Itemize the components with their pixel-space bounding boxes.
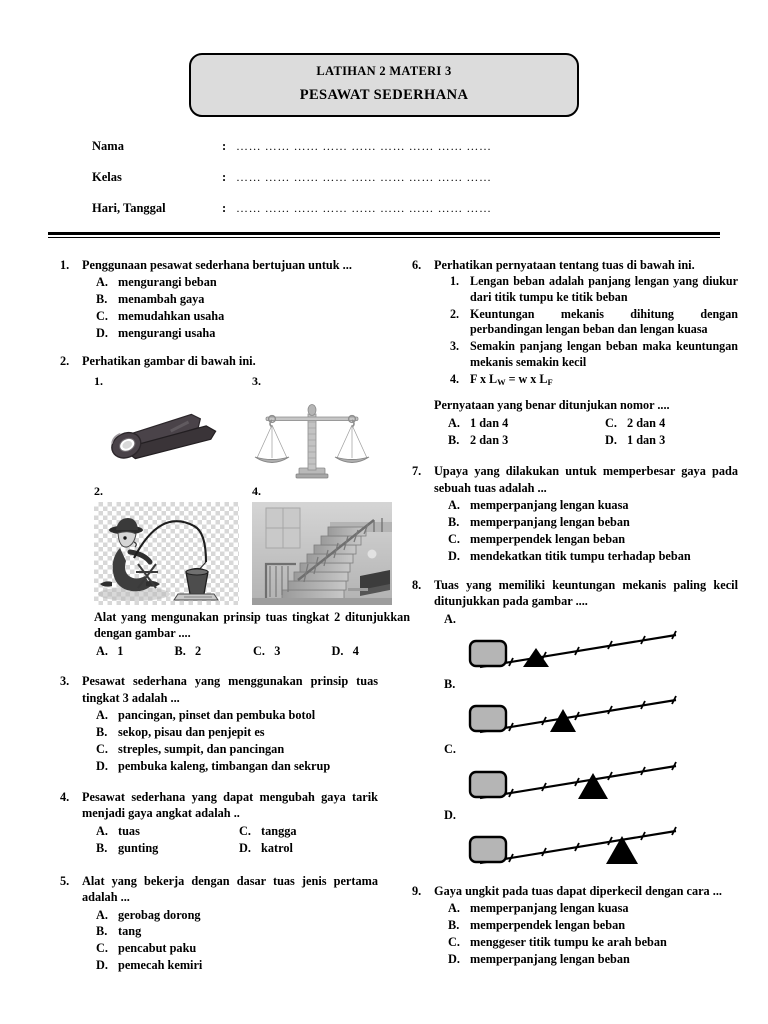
option-key: A. — [96, 907, 108, 922]
formula-part-1: F x L — [470, 371, 498, 386]
option-label: tangga — [261, 824, 297, 839]
question-9-number: 9. — [412, 883, 422, 898]
option-key: A. — [448, 901, 460, 916]
question-2-figures — [82, 372, 410, 605]
option-label: pancingan, pinset dan pembuka botol — [118, 707, 316, 722]
field-colon-nama: : — [222, 139, 227, 153]
question-8-number: 8. — [412, 577, 422, 592]
option-key: D. — [448, 548, 460, 563]
option-key: A. — [96, 707, 108, 722]
option-label: pemecah kemiri — [118, 958, 203, 973]
option-label: pembuka kaleng, timbangan dan sekrup — [118, 758, 331, 773]
option-key: C. — [448, 935, 460, 950]
option-key: D. — [604, 433, 617, 448]
question-8-text: Tuas yang memiliki keuntungan mekanis paling kecil ditunjukkan pada gambar .... — [434, 577, 738, 608]
option-row[interactable] — [448, 531, 738, 548]
option-label: 1 dan 4 — [470, 416, 509, 431]
right-column — [400, 257, 738, 985]
statement-number: 4. — [450, 371, 460, 386]
field-blank-nama[interactable]: …… …… …… …… …… …… …… …… …… — [236, 139, 492, 153]
option-label: 1 — [117, 644, 124, 659]
horizontal-divider — [48, 232, 720, 238]
lever-diagram-a — [462, 627, 694, 675]
option-key: A. — [448, 497, 460, 512]
option-row[interactable] — [96, 291, 378, 308]
option-row[interactable] — [253, 643, 332, 659]
nutcracker-image — [94, 392, 222, 482]
option-label: memudahkan usaha — [118, 309, 225, 324]
option-key: C. — [239, 824, 251, 839]
question-4-number: 4. — [60, 789, 70, 804]
option-label: menggeser titik tumpu ke arah beban — [470, 935, 667, 950]
question-3-options — [82, 707, 378, 775]
option-key: C. — [253, 644, 265, 659]
option-row[interactable] — [96, 643, 175, 659]
question-6-prompt: Pernyataan yang benar ditunjukan nomor .... — [434, 398, 670, 413]
question-1-number: 1. — [60, 258, 70, 272]
option-row[interactable] — [96, 957, 378, 974]
title-container — [0, 0, 768, 117]
statement-row — [450, 274, 738, 305]
option-row[interactable] — [448, 900, 738, 917]
question-1 — [60, 257, 378, 342]
question-4-text: Pesawat sederhana yang dapat mengubah gaya tarik menjadi gaya angkat adalah .. — [82, 789, 378, 820]
option-label: streples, sumpit, dan pancingan — [118, 741, 285, 756]
question-5-options — [82, 907, 378, 975]
option-label: 3 — [274, 644, 281, 659]
question-7-options — [434, 497, 738, 565]
balance-scale-image — [252, 392, 372, 482]
option-row[interactable] — [605, 432, 738, 449]
option-label: menambah gaya — [118, 292, 205, 307]
option-label: gunting — [118, 841, 159, 856]
question-2-text: Perhatikan gambar di bawah ini. — [82, 354, 256, 369]
option-row[interactable] — [96, 907, 378, 924]
option-key: C. — [604, 416, 617, 431]
lever-diagram-d — [462, 823, 694, 871]
question-4-options — [82, 823, 378, 857]
statement-number: 3. — [450, 339, 460, 354]
figure-3-label: 3. — [252, 374, 261, 389]
option-key: D. — [239, 841, 251, 856]
option-label: mengurangi usaha — [118, 326, 216, 341]
lever-option-c[interactable] — [444, 741, 738, 805]
option-key: B. — [96, 292, 108, 307]
option-key: A. — [96, 824, 108, 839]
option-row[interactable] — [448, 415, 601, 432]
option-row[interactable] — [239, 823, 378, 840]
option-key: D. — [96, 326, 108, 341]
lever-option-b[interactable] — [444, 676, 738, 740]
question-3 — [60, 673, 378, 774]
option-row[interactable] — [96, 940, 378, 957]
question-5 — [60, 873, 378, 974]
question-2-caption: Alat yang mengunakan prinsip tuas tingkat 2 ditunjukkan dengan gambar .... — [94, 609, 410, 641]
question-6-text: Perhatikan pernyataan tentang tuas di bawah ini. — [434, 258, 695, 272]
question-7-number: 7. — [412, 464, 422, 479]
option-row[interactable] — [448, 548, 738, 565]
option-label: gerobag dorong — [118, 907, 201, 922]
option-row[interactable] — [96, 325, 378, 342]
question-9 — [412, 883, 738, 968]
option-label: mengurangi beban — [118, 275, 217, 290]
question-columns — [0, 257, 768, 985]
field-label-kelas: Kelas — [92, 170, 122, 184]
field-row-hari-tanggal — [92, 201, 692, 216]
statement-row — [450, 339, 738, 370]
option-label: memperpanjang lengan kuasa — [470, 901, 629, 916]
option-label: tuas — [118, 824, 140, 839]
option-key: A. — [448, 416, 460, 431]
option-label: memperpanjang lengan kuasa — [470, 497, 629, 512]
question-6-statements — [434, 274, 738, 387]
question-3-number: 3. — [60, 674, 70, 689]
statement-row — [450, 307, 738, 338]
question-5-text: Alat yang bekerja dengan dasar tuas jenis pertama adalah ... — [82, 874, 378, 905]
option-label: 2 dan 4 — [626, 416, 666, 431]
staircase-image — [252, 502, 392, 605]
option-key: D. — [96, 958, 108, 973]
option-label: pencabut paku — [118, 941, 197, 956]
option-row[interactable] — [96, 724, 378, 741]
identity-fields — [92, 139, 692, 216]
option-key: B. — [174, 644, 186, 659]
option-row[interactable] — [448, 432, 601, 449]
question-1-text: Penggunaan pesawat sederhana bertujuan untuk ... — [82, 258, 352, 272]
option-row[interactable] — [448, 497, 738, 514]
question-8-diagrams — [434, 611, 738, 871]
lever-option-a[interactable] — [444, 611, 738, 675]
option-key: B. — [448, 514, 460, 529]
option-key: B. — [448, 918, 460, 933]
option-row[interactable] — [448, 514, 738, 531]
option-label: sekop, pisau dan penjepit es — [118, 724, 265, 739]
worksheet-subtitle: LATIHAN 2 MATERI 3 — [316, 64, 452, 78]
option-label: katrol — [261, 841, 293, 856]
title-box — [189, 53, 579, 117]
question-9-options — [434, 900, 738, 968]
question-7-text: Upaya yang dilakukan untuk memperbesar gaya pada sebuah tuas adalah ... — [434, 464, 738, 495]
option-row[interactable] — [96, 758, 378, 775]
option-label: memperpendek lengan beban — [470, 918, 626, 933]
option-key: C. — [444, 742, 456, 757]
option-key: D. — [96, 758, 108, 773]
question-6-options — [434, 415, 738, 449]
option-key: B. — [96, 841, 108, 856]
option-row[interactable] — [96, 823, 235, 840]
option-key: D. — [448, 952, 460, 967]
option-label: 2 dan 3 — [470, 433, 509, 448]
field-row-nama — [92, 139, 692, 154]
figure-2-label: 2. — [94, 484, 103, 499]
option-key: D. — [444, 807, 456, 822]
option-key: C. — [96, 309, 108, 324]
question-9-text: Gaya ungkit pada tuas dapat diperkecil dengan cara ... — [434, 883, 722, 898]
question-7 — [412, 463, 738, 564]
statement-text: Semakin panjang lengan beban maka keuntungan mekanis semakin kecil — [470, 339, 738, 369]
formula-part-2: = w x L — [505, 371, 548, 386]
option-key: B. — [448, 433, 460, 448]
question-3-text: Pesawat sederhana yang menggunakan prinsip tuas tingkat 3 adalah ... — [82, 674, 378, 705]
field-row-kelas — [92, 170, 692, 185]
formula-subscript-w: W — [497, 376, 506, 387]
question-6 — [412, 257, 738, 449]
option-label: 4 — [352, 644, 359, 659]
lever-option-d[interactable] — [444, 807, 738, 871]
question-8 — [412, 577, 738, 872]
option-row[interactable] — [96, 707, 378, 724]
figure-1-label: 1. — [94, 374, 103, 389]
field-label-hari-tanggal: Hari, Tanggal — [92, 201, 166, 215]
option-label: 1 dan 3 — [626, 433, 666, 448]
option-row[interactable] — [96, 274, 378, 291]
option-label: memperpendek lengan beban — [470, 531, 626, 546]
option-label: memperpanjang lengan beban — [470, 952, 630, 967]
option-key: B. — [96, 924, 108, 939]
statement-row — [450, 372, 738, 388]
question-2 — [60, 353, 410, 659]
option-key: A. — [96, 275, 108, 290]
option-key: C. — [96, 741, 108, 756]
option-row[interactable] — [96, 741, 378, 758]
field-blank-kelas[interactable]: …… …… …… …… …… …… …… …… …… — [236, 170, 492, 184]
option-key: B. — [96, 724, 108, 739]
fishing-rod-bucket-image — [94, 502, 239, 605]
option-row[interactable] — [175, 643, 254, 659]
field-colon-kelas: : — [222, 170, 227, 184]
option-row[interactable] — [332, 643, 411, 659]
field-blank-hari-tanggal[interactable]: …… …… …… …… …… …… …… …… …… — [236, 201, 492, 215]
option-row[interactable] — [448, 917, 738, 934]
option-row[interactable] — [448, 934, 738, 951]
option-key: A. — [444, 612, 456, 627]
option-label: 2 — [195, 644, 202, 659]
option-row[interactable] — [605, 415, 738, 432]
option-key: C. — [448, 531, 460, 546]
option-label: tang — [118, 924, 142, 939]
question-6-number: 6. — [412, 258, 422, 272]
statement-text: Keuntungan mekanis dihitung dengan perbandingan lengan beban dan lengan kuasa — [470, 306, 738, 337]
left-column — [60, 257, 410, 985]
question-4 — [60, 789, 378, 857]
option-label: memperpanjang lengan beban — [470, 514, 630, 529]
lever-diagram-c — [462, 758, 694, 806]
statement-formula — [470, 372, 738, 388]
lever-diagram-b — [462, 692, 694, 740]
statement-number: 2. — [450, 306, 460, 321]
question-5-number: 5. — [60, 874, 70, 889]
formula-subscript-f: F — [547, 376, 553, 387]
option-key: A. — [96, 644, 108, 659]
figure-4-label: 4. — [252, 484, 261, 499]
field-colon-hari-tanggal: : — [222, 201, 227, 215]
worksheet-title: PESAWAT SEDERHANA — [299, 87, 469, 103]
option-row[interactable] — [239, 840, 378, 857]
question-1-options — [82, 274, 378, 342]
option-row[interactable] — [96, 923, 378, 940]
field-label-nama: Nama — [92, 139, 124, 153]
option-key: D. — [331, 644, 344, 659]
statement-number: 1. — [450, 274, 460, 289]
option-key: C. — [96, 941, 108, 956]
option-row[interactable] — [96, 308, 378, 325]
option-row[interactable] — [96, 840, 235, 857]
option-key: B. — [444, 677, 456, 692]
statement-text: Lengan beban adalah panjang lengan yang diukur dari titik tumpu ke titik beban — [470, 274, 738, 304]
question-2-number: 2. — [60, 354, 70, 369]
option-label: mendekatkan titik tumpu terhadap beban — [470, 548, 691, 563]
question-2-options — [82, 643, 410, 659]
option-row[interactable] — [448, 951, 738, 968]
